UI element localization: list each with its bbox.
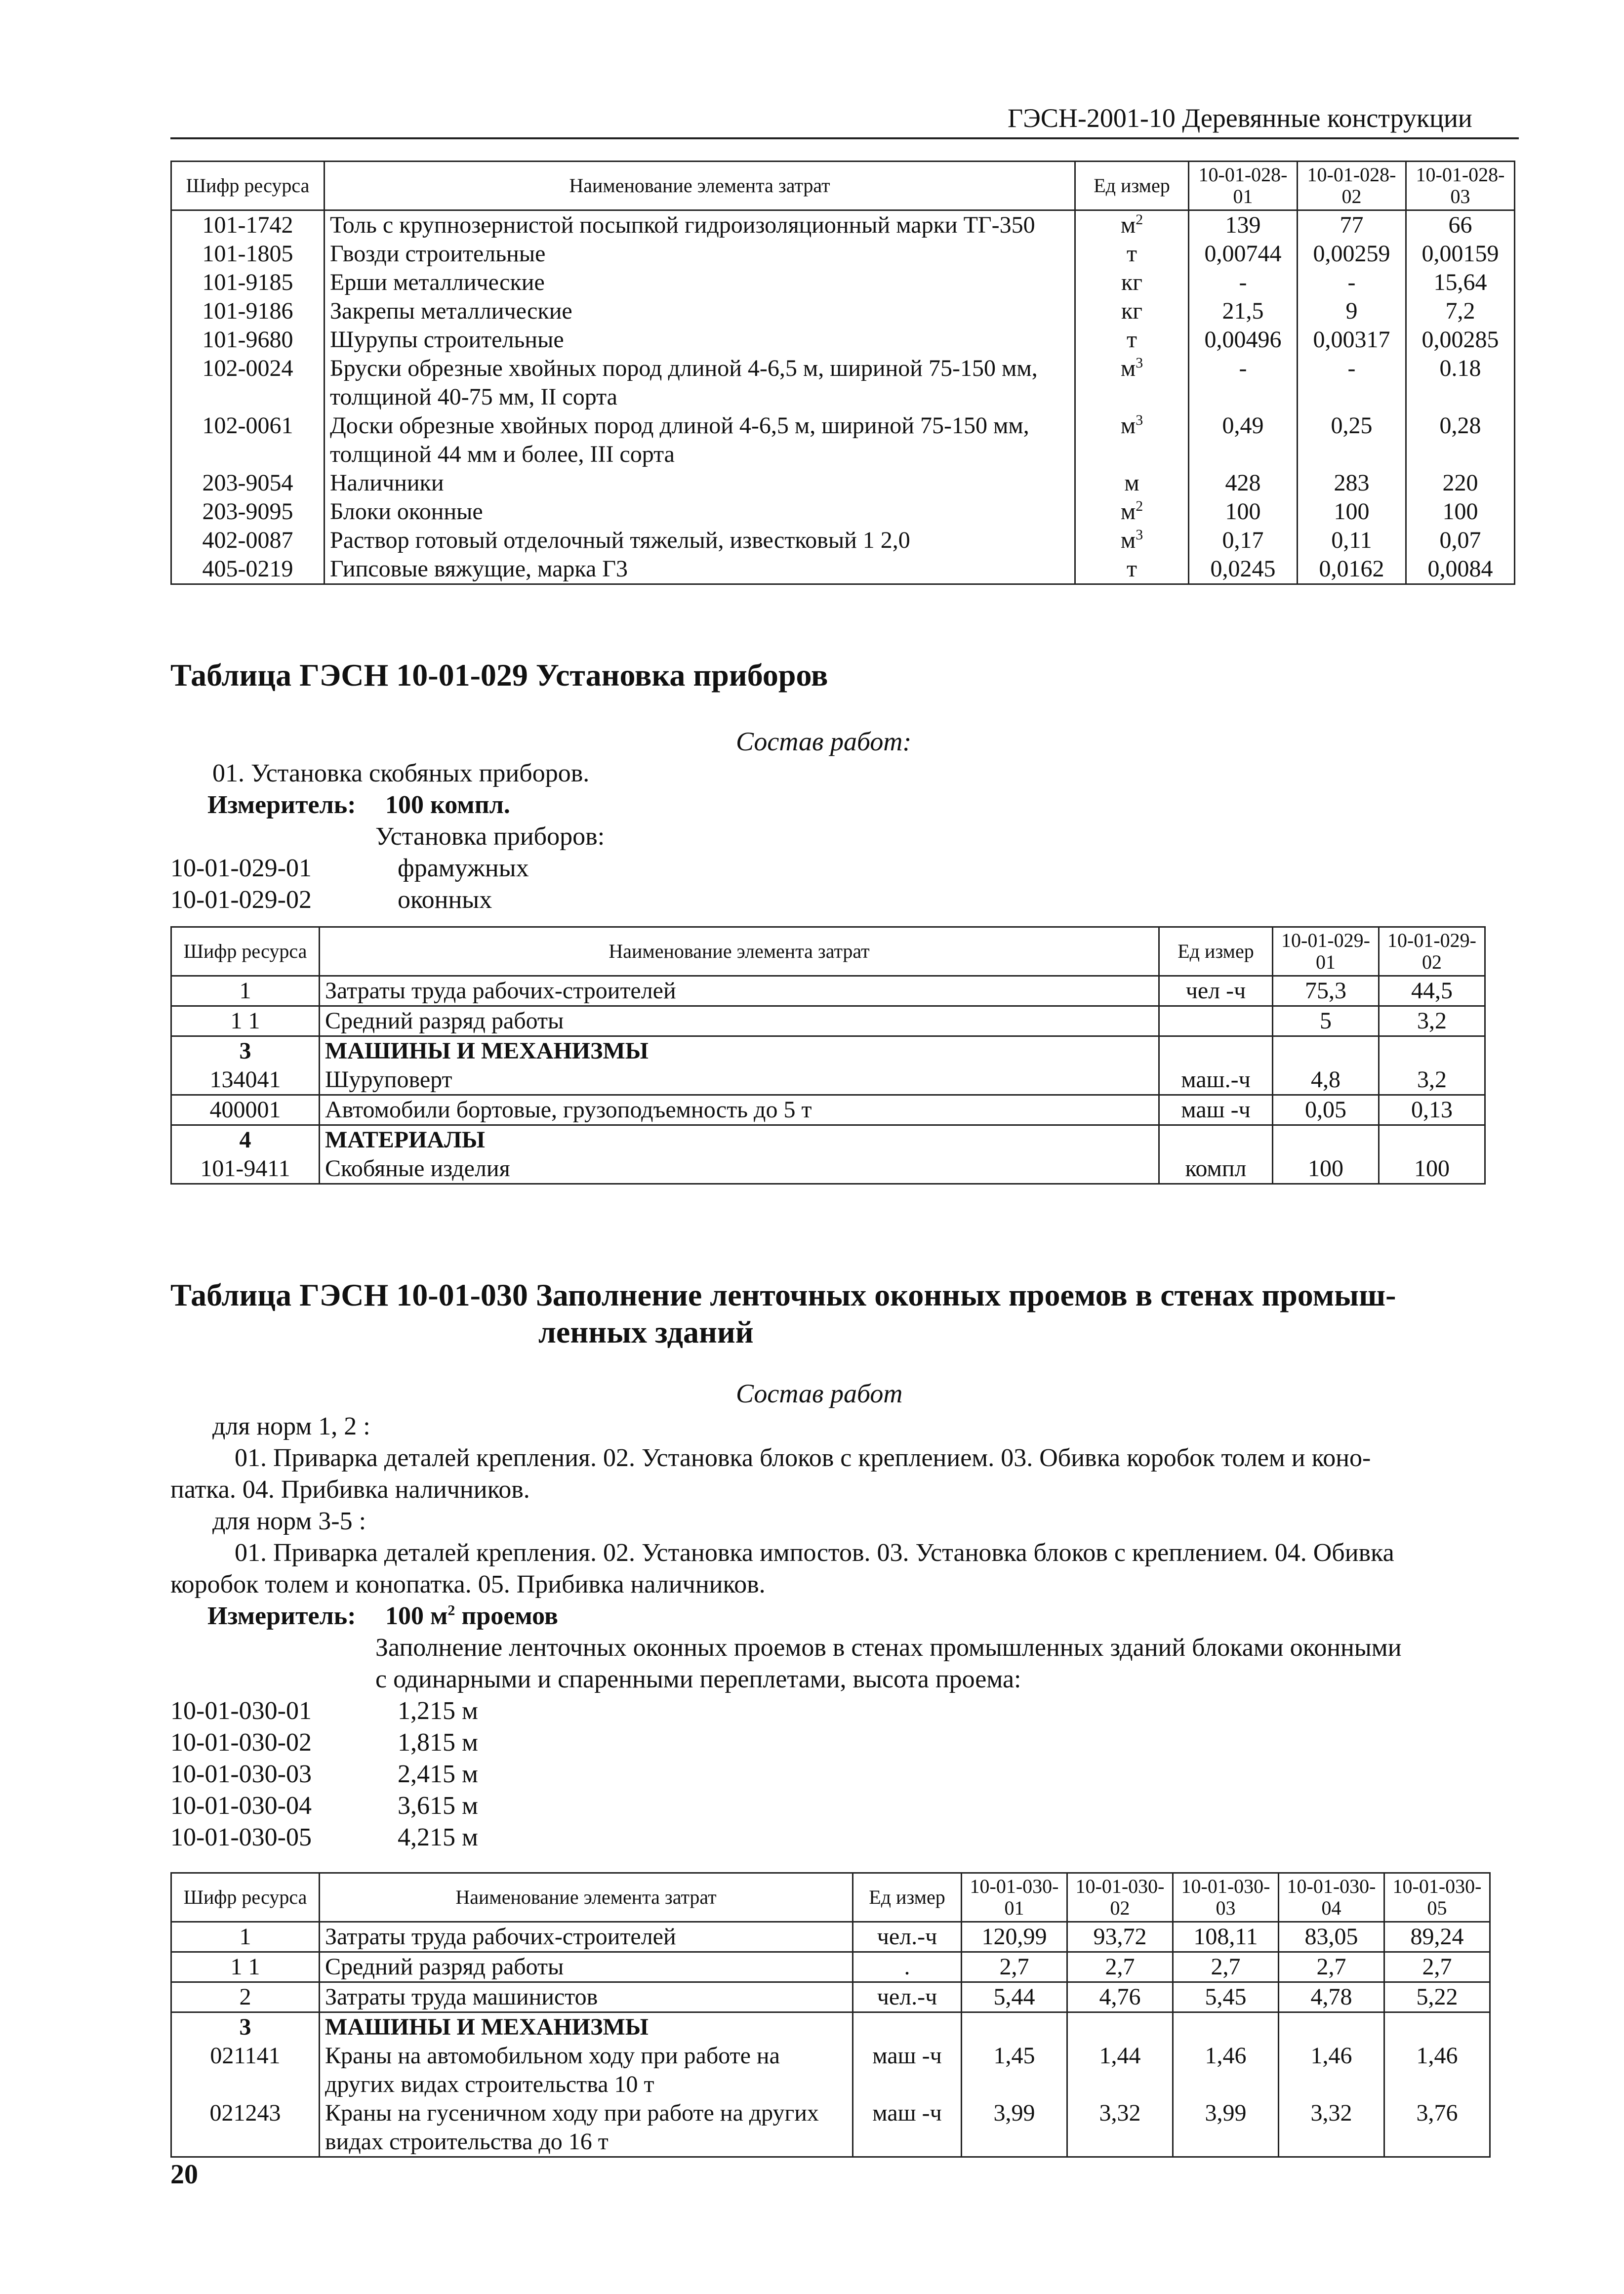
norm-value: 2,7 bbox=[962, 1952, 1067, 1982]
cost-element-name: МАТЕРИАЛЫ bbox=[320, 1125, 1159, 1155]
norm-value: 15,64 bbox=[1406, 268, 1515, 297]
resource-code: 1 1 bbox=[171, 1952, 320, 1982]
column-header: 10-01-030-04 bbox=[1279, 1873, 1384, 1922]
resource-code: 2 bbox=[171, 1982, 320, 2012]
norm-value: 5 bbox=[1273, 1006, 1379, 1036]
unit-text: м bbox=[1120, 498, 1136, 525]
column-header: Ед измер bbox=[1159, 927, 1273, 976]
resource-code: 1 bbox=[171, 1922, 320, 1952]
unit-text: м bbox=[1120, 212, 1136, 238]
running-header: ГЭСН-2001-10 Деревянные конструкции bbox=[1008, 103, 1472, 133]
cost-element-name: Шуруповерт bbox=[320, 1065, 1159, 1095]
norm-value: 4,76 bbox=[1067, 1982, 1173, 2012]
unit-cell bbox=[1075, 354, 1189, 411]
norm-value: 0,0084 bbox=[1406, 555, 1515, 584]
unit-cell bbox=[1075, 268, 1189, 297]
column-header: 10-01-030-05 bbox=[1384, 1873, 1490, 1922]
norm-value bbox=[1279, 2012, 1384, 2042]
table-row bbox=[171, 2042, 1490, 2099]
norm-value: 21,5 bbox=[1189, 297, 1298, 326]
resource-code: 102-0061 bbox=[171, 411, 325, 469]
table-030-title: Таблица ГЭСН 10-01-030 Заполнение ленточных оконных проемов в стенах промыш- bbox=[170, 1277, 1396, 1312]
norm-value: 3,32 bbox=[1067, 2099, 1173, 2157]
norm-value: 1,44 bbox=[1067, 2042, 1173, 2099]
resource-code: 021243 bbox=[171, 2099, 320, 2157]
column-header: 10-01-029-02 bbox=[1379, 927, 1485, 976]
norm-value bbox=[1379, 1125, 1485, 1155]
norm-value: - bbox=[1298, 354, 1406, 411]
cost-element-name: Затраты труда машинистов bbox=[320, 1982, 853, 2012]
norm-intro-030: Заполнение ленточных оконных проемов в стенах промышленных зданий блоками оконными bbox=[375, 1634, 1402, 1662]
composition-label-030: Состав работ bbox=[736, 1379, 903, 1408]
norm-value: 66 bbox=[1406, 210, 1515, 240]
unit-cell: чел -ч bbox=[1159, 976, 1273, 1006]
table-030-title-cont: ленных зданий bbox=[538, 1314, 754, 1350]
cost-element-name: Скобяные изделия bbox=[320, 1154, 1159, 1184]
column-header: 10-01-030-01 bbox=[962, 1873, 1067, 1922]
norm-desc: оконных bbox=[398, 886, 492, 914]
norm-value: 3,99 bbox=[962, 2099, 1067, 2157]
unit-cell: компл bbox=[1159, 1154, 1273, 1184]
resource-code: 400001 bbox=[171, 1095, 320, 1125]
norm-value: 2,7 bbox=[1173, 1952, 1279, 1982]
resource-code: 3 bbox=[171, 1036, 320, 1066]
norm-desc: 2,415 м bbox=[398, 1760, 478, 1788]
resource-code: 101-9680 bbox=[171, 326, 325, 354]
resource-code: 101-9411 bbox=[171, 1154, 320, 1184]
norm-value: - bbox=[1189, 354, 1298, 411]
unit-cell bbox=[1075, 497, 1189, 526]
cost-element-name: Краны на автомобильном ходу при работе на других видах строительства 10 т bbox=[320, 2042, 853, 2099]
norm-value: 1,46 bbox=[1384, 2042, 1490, 2099]
column-header: Наименование элемента затрат bbox=[320, 1873, 853, 1922]
norm-value: 1,46 bbox=[1279, 2042, 1384, 2099]
norm-value: 139 bbox=[1189, 210, 1298, 240]
table-row bbox=[171, 1095, 1485, 1125]
norm-code: 10-01-029-01 bbox=[170, 854, 312, 882]
resource-code: 4 bbox=[171, 1125, 320, 1155]
meter-value-text: 100 м bbox=[385, 1602, 448, 1630]
norm-value: 100 bbox=[1406, 497, 1515, 526]
norm-code: 10-01-029-02 bbox=[170, 886, 312, 914]
norm-value: 108,11 bbox=[1173, 1922, 1279, 1952]
norm-value: 1,45 bbox=[962, 2042, 1067, 2099]
table-row bbox=[171, 411, 1515, 469]
norm-value: 0,0245 bbox=[1189, 555, 1298, 584]
column-header: 10-01-028-01 bbox=[1189, 162, 1298, 210]
norm-value: 5,44 bbox=[962, 1982, 1067, 2012]
resource-code: 3 bbox=[171, 2012, 320, 2042]
column-header: Шифр ресурса bbox=[171, 162, 325, 210]
norm-value: 0,00159 bbox=[1406, 240, 1515, 268]
unit-superscript: 3 bbox=[1136, 355, 1143, 371]
table-row bbox=[171, 268, 1515, 297]
cost-element-name: Бруски обрезные хвойных пород длиной 4-6,5 м, шириной 75-150 мм, толщиной 40-75 мм, II сорта bbox=[325, 354, 1075, 411]
unit-cell bbox=[1159, 1125, 1273, 1155]
norm-value: 2,7 bbox=[1384, 1952, 1490, 1982]
norm-value: 0,00744 bbox=[1189, 240, 1298, 268]
unit-text: т bbox=[1127, 327, 1137, 353]
norm-value: 283 bbox=[1298, 469, 1406, 497]
cost-element-name: Затраты труда рабочих-строителей bbox=[320, 976, 1159, 1006]
table-row bbox=[171, 1036, 1485, 1066]
norm-desc: 1,815 м bbox=[398, 1728, 478, 1757]
norm-value: 5,45 bbox=[1173, 1982, 1279, 2012]
column-header: Наименование элемента затрат bbox=[320, 927, 1159, 976]
unit-cell bbox=[1075, 210, 1189, 240]
norm-value: 0.18 bbox=[1406, 354, 1515, 411]
table-row bbox=[171, 1982, 1490, 2012]
cost-element-name: Краны на гусеничном ходу при работе на других видах строительства до 16 т bbox=[320, 2099, 853, 2157]
unit-cell bbox=[1075, 555, 1189, 584]
unit-superscript: 3 bbox=[1136, 412, 1143, 428]
cost-element-name: Доски обрезные хвойных пород длиной 4-6,5 м, шириной 75-150 мм, толщиной 44 мм и более, III сорта bbox=[325, 411, 1075, 469]
work-steps-3-5-cont: коробок толем и конопатка. 05. Прибивка наличников. bbox=[170, 1570, 766, 1598]
resource-code: 101-9186 bbox=[171, 297, 325, 326]
table-row bbox=[171, 976, 1485, 1006]
norm-value: 0,00259 bbox=[1298, 240, 1406, 268]
norm-desc: фрамужных bbox=[398, 854, 529, 882]
unit-cell bbox=[1075, 411, 1189, 469]
unit-superscript: 3 bbox=[1136, 527, 1143, 543]
norm-value: 0,25 bbox=[1298, 411, 1406, 469]
column-header: 10-01-029-01 bbox=[1273, 927, 1379, 976]
unit-cell: маш -ч bbox=[1159, 1095, 1273, 1125]
unit-cell bbox=[1159, 1006, 1273, 1036]
unit-superscript: 2 bbox=[1136, 211, 1143, 228]
table-row bbox=[171, 526, 1515, 555]
resource-table-028 bbox=[170, 161, 1515, 585]
norm-value bbox=[1379, 1036, 1485, 1066]
cost-element-name: Затраты труда рабочих-строителей bbox=[320, 1922, 853, 1952]
norm-value: 100 bbox=[1273, 1154, 1379, 1184]
table-row bbox=[171, 2099, 1490, 2157]
work-steps-1-2-cont: патка. 04. Прибивка наличников. bbox=[170, 1475, 530, 1504]
resource-code: 1 1 bbox=[171, 1006, 320, 1036]
norm-value bbox=[962, 2012, 1067, 2042]
meter-label-029: Измеритель: bbox=[207, 791, 356, 819]
norm-value: - bbox=[1298, 268, 1406, 297]
unit-cell bbox=[853, 2012, 962, 2042]
cost-element-name: Средний разряд работы bbox=[320, 1006, 1159, 1036]
table-row bbox=[171, 2012, 1490, 2042]
norm-value: 93,72 bbox=[1067, 1922, 1173, 1952]
column-header: Шифр ресурса bbox=[171, 927, 320, 976]
unit-text: кг bbox=[1121, 298, 1142, 324]
cost-element-name: Гипсовые вяжущие, марка Г3 bbox=[325, 555, 1075, 584]
meter-value-tail: проемов bbox=[461, 1602, 558, 1630]
norm-value: 100 bbox=[1379, 1154, 1485, 1184]
meter-value-029: 100 компл. bbox=[385, 791, 510, 819]
norm-value: 75,3 bbox=[1273, 976, 1379, 1006]
table-row bbox=[171, 1125, 1485, 1155]
norm-value: 100 bbox=[1298, 497, 1406, 526]
column-header: Наименование элемента затрат bbox=[325, 162, 1075, 210]
norm-value bbox=[1384, 2012, 1490, 2042]
norm-value: 1,46 bbox=[1173, 2042, 1279, 2099]
unit-text: т bbox=[1127, 241, 1137, 267]
norm-value: 2,7 bbox=[1067, 1952, 1173, 1982]
norm-code: 10-01-030-05 bbox=[170, 1823, 312, 1851]
norm-code: 10-01-030-03 bbox=[170, 1760, 312, 1788]
norm-code: 10-01-030-04 bbox=[170, 1792, 312, 1820]
norm-desc: 3,615 м bbox=[398, 1792, 478, 1820]
resource-code: 021141 bbox=[171, 2042, 320, 2099]
norm-code: 10-01-030-02 bbox=[170, 1728, 312, 1757]
table-row bbox=[171, 1952, 1490, 1982]
unit-text: кг bbox=[1121, 269, 1142, 295]
norm-value: 7,2 bbox=[1406, 297, 1515, 326]
resource-code: 101-9185 bbox=[171, 268, 325, 297]
norm-value bbox=[1067, 2012, 1173, 2042]
norm-value bbox=[1173, 2012, 1279, 2042]
unit-text: м bbox=[1124, 470, 1139, 496]
resource-code: 203-9054 bbox=[171, 469, 325, 497]
norm-value: 77 bbox=[1298, 210, 1406, 240]
norm-value: 0,05 bbox=[1273, 1095, 1379, 1125]
table-row bbox=[171, 1006, 1485, 1036]
resource-code: 1 bbox=[171, 976, 320, 1006]
column-header: Шифр ресурса bbox=[171, 1873, 320, 1922]
resource-code: 402-0087 bbox=[171, 526, 325, 555]
cost-element-name: Толь с крупнозернистой посыпкой гидроизоляционный марки ТГ-350 bbox=[325, 210, 1075, 240]
cost-element-name: Закрепы металлические bbox=[325, 297, 1075, 326]
unit-cell bbox=[1075, 326, 1189, 354]
cost-element-name: Шурупы строительные bbox=[325, 326, 1075, 354]
cost-element-name: Автомобили бортовые, грузоподъемность до 5 т bbox=[320, 1095, 1159, 1125]
table-row bbox=[171, 497, 1515, 526]
norm-value: 100 bbox=[1189, 497, 1298, 526]
table-row bbox=[171, 297, 1515, 326]
unit-cell: маш.-ч bbox=[1159, 1065, 1273, 1095]
norm-intro-030-cont: с одинарными и спаренными переплетами, высота проема: bbox=[375, 1665, 1021, 1693]
norm-value: 3,2 bbox=[1379, 1065, 1485, 1095]
norm-value: 3,2 bbox=[1379, 1006, 1485, 1036]
norm-value: - bbox=[1189, 268, 1298, 297]
norm-value: 3,32 bbox=[1279, 2099, 1384, 2157]
header-rule bbox=[170, 137, 1519, 139]
norms-3-5-label: для норм 3-5 : bbox=[212, 1507, 366, 1535]
norm-value: 3,76 bbox=[1384, 2099, 1490, 2157]
norm-value: 0,28 bbox=[1406, 411, 1515, 469]
cost-element-name: Блоки оконные bbox=[325, 497, 1075, 526]
norm-code: 10-01-030-01 bbox=[170, 1697, 312, 1725]
unit-cell bbox=[1075, 526, 1189, 555]
meter-value-sup: 2 bbox=[447, 1602, 455, 1619]
cost-element-name: МАШИНЫ И МЕХАНИЗМЫ bbox=[320, 1036, 1159, 1066]
unit-cell: маш -ч bbox=[853, 2099, 962, 2157]
table-row bbox=[171, 210, 1515, 240]
norm-value: 44,5 bbox=[1379, 976, 1485, 1006]
norm-value: 0,00285 bbox=[1406, 326, 1515, 354]
work-steps-1-2: 01. Приварка деталей крепления. 02. Установка блоков с креплением. 03. Обивка коробок толем и коно- bbox=[235, 1444, 1371, 1472]
column-header: 10-01-030-02 bbox=[1067, 1873, 1173, 1922]
unit-text: м bbox=[1120, 527, 1136, 553]
table-row bbox=[171, 240, 1515, 268]
unit-cell: маш -ч bbox=[853, 2042, 962, 2099]
norm-desc: 1,215 м bbox=[398, 1697, 478, 1725]
norm-value: 9 bbox=[1298, 297, 1406, 326]
norm-value: 4,8 bbox=[1273, 1065, 1379, 1095]
norm-value: 0,00317 bbox=[1298, 326, 1406, 354]
unit-cell: чел.-ч bbox=[853, 1922, 962, 1952]
resource-code: 203-9095 bbox=[171, 497, 325, 526]
norm-value: 120,99 bbox=[962, 1922, 1067, 1952]
resource-code: 101-1805 bbox=[171, 240, 325, 268]
resource-code: 134041 bbox=[171, 1065, 320, 1095]
cost-element-name: Средний разряд работы bbox=[320, 1952, 853, 1982]
table-row bbox=[171, 1922, 1490, 1952]
norm-value: 89,24 bbox=[1384, 1922, 1490, 1952]
unit-cell bbox=[1075, 297, 1189, 326]
table-row bbox=[171, 1065, 1485, 1095]
resource-code: 102-0024 bbox=[171, 354, 325, 411]
norm-value: 4,78 bbox=[1279, 1982, 1384, 2012]
column-header: 10-01-028-02 bbox=[1298, 162, 1406, 210]
norm-value: 3,99 bbox=[1173, 2099, 1279, 2157]
table-row bbox=[171, 469, 1515, 497]
norm-value: 220 bbox=[1406, 469, 1515, 497]
table-row bbox=[171, 354, 1515, 411]
norm-value bbox=[1273, 1125, 1379, 1155]
composition-label-029: Состав работ: bbox=[736, 727, 912, 756]
unit-text: м bbox=[1120, 355, 1136, 381]
norm-value: 5,22 bbox=[1384, 1982, 1490, 2012]
unit-superscript: 2 bbox=[1136, 498, 1143, 514]
column-header: Ед измер bbox=[1075, 162, 1189, 210]
norms-1-2-label: для норм 1, 2 : bbox=[212, 1412, 370, 1440]
cost-element-name: Ерши металлические bbox=[325, 268, 1075, 297]
cost-element-name: Раствор готовый отделочный тяжелый, известковый 1 2,0 bbox=[325, 526, 1075, 555]
unit-text: м bbox=[1120, 412, 1136, 439]
resource-code: 101-1742 bbox=[171, 210, 325, 240]
norm-value: 0,00496 bbox=[1189, 326, 1298, 354]
cost-element-name: МАШИНЫ И МЕХАНИЗМЫ bbox=[320, 2012, 853, 2042]
resource-code: 405-0219 bbox=[171, 555, 325, 584]
norm-value: 0,07 bbox=[1406, 526, 1515, 555]
norm-value: 0,0162 bbox=[1298, 555, 1406, 584]
unit-cell bbox=[1075, 469, 1189, 497]
cost-element-name: Гвозди строительные bbox=[325, 240, 1075, 268]
table-row bbox=[171, 1154, 1485, 1184]
norm-value: 0,13 bbox=[1379, 1095, 1485, 1125]
resource-table-029 bbox=[170, 926, 1486, 1185]
unit-cell: чел.-ч bbox=[853, 1982, 962, 2012]
norm-value: 83,05 bbox=[1279, 1922, 1384, 1952]
unit-cell bbox=[1159, 1036, 1273, 1066]
norm-value bbox=[1273, 1036, 1379, 1066]
norm-value: 0,49 bbox=[1189, 411, 1298, 469]
norm-desc: 4,215 м bbox=[398, 1823, 478, 1851]
norm-intro-029: Установка приборов: bbox=[375, 822, 605, 851]
unit-cell: . bbox=[853, 1952, 962, 1982]
norm-value: 0,11 bbox=[1298, 526, 1406, 555]
meter-value-030 bbox=[385, 1601, 558, 1631]
table-029-title: Таблица ГЭСН 10-01-029 Установка приборов bbox=[170, 657, 828, 693]
norm-value: 2,7 bbox=[1279, 1952, 1384, 1982]
table-row bbox=[171, 555, 1515, 584]
resource-table-030 bbox=[170, 1872, 1491, 2158]
work-step-029: 01. Установка скобяных приборов. bbox=[212, 759, 590, 787]
work-steps-3-5: 01. Приварка деталей крепления. 02. Установка импостов. 03. Установка блоков с креплением. 04. Обивка bbox=[235, 1539, 1394, 1567]
column-header: Ед измер bbox=[853, 1873, 962, 1922]
cost-element-name: Наличники bbox=[325, 469, 1075, 497]
norm-value: 428 bbox=[1189, 469, 1298, 497]
column-header: 10-01-028-03 bbox=[1406, 162, 1515, 210]
unit-text: т bbox=[1127, 556, 1137, 582]
column-header: 10-01-030-03 bbox=[1173, 1873, 1279, 1922]
norm-value: 0,17 bbox=[1189, 526, 1298, 555]
page-number: 20 bbox=[170, 2159, 198, 2190]
unit-cell bbox=[1075, 240, 1189, 268]
table-row bbox=[171, 326, 1515, 354]
meter-label-030: Измеритель: bbox=[207, 1602, 356, 1630]
